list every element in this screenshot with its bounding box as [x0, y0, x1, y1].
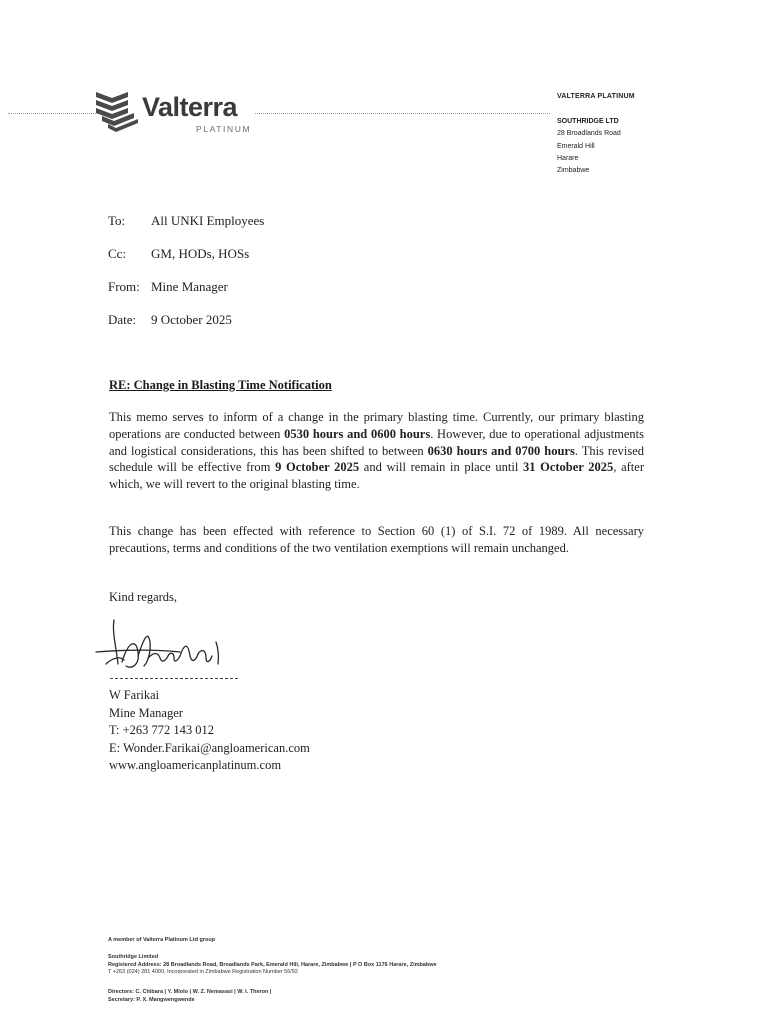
address-line: Harare: [557, 154, 579, 162]
date-value: 9 October 2025: [151, 312, 232, 327]
address-name: SOUTHRIDGE LTD: [557, 118, 619, 125]
signer-title: Mine Manager: [109, 705, 183, 720]
to-value: All UNKI Employees: [151, 213, 265, 228]
address-line: Emerald Hill: [557, 142, 595, 150]
footer-entity: Southridge Limited: [108, 954, 159, 960]
body-paragraph-2: This change has been effected with reference to Section 60 (1) of S.I. 72 of 1989. All necessary precautions, terms and conditions of the two ventilation exemptions will remain unchanged.: [109, 524, 644, 555]
from-value: Mine Manager: [151, 279, 228, 294]
handwritten-signature: [92, 612, 232, 684]
body-paragraph-1: [109, 409, 644, 493]
paragraph-text: and will remain in place until: [359, 460, 523, 475]
footer-registration: [108, 954, 437, 977]
footer-contact: T +263 (024) 281 4000, Incorporated in Zimbabwe Registration Number 56/92: [108, 969, 298, 975]
letterhead-rule-right: [255, 113, 550, 114]
footer-member-line: A member of Valterra Platinum Ltd group: [108, 937, 216, 943]
paragraph-emphasis: 31 October 2025: [522, 460, 614, 475]
paragraph-emphasis: 0530 hours and 0600 hours: [284, 426, 431, 441]
address-line: 28 Broadlands Road: [557, 130, 621, 138]
paragraph-text: . However, due to operational adjustments and logistical considerations, this has been shifted to between: [109, 426, 645, 458]
company-name: VALTERRA PLATINUM: [557, 93, 635, 100]
signer-email: E: Wonder.Farikai@angloamerican.com: [109, 740, 310, 755]
footer-officers: [108, 989, 271, 1004]
footer-secretary: Secretary: P. X. Mangwengwende: [108, 996, 195, 1003]
to-label: To:: [108, 213, 126, 228]
subject-line: RE: Change in Blasting Time Notification: [109, 378, 332, 392]
letterhead-rule-left: [8, 113, 98, 114]
address-line: Zimbabwe: [557, 167, 590, 175]
footer-directors: Directors: C. Chibara | Y. Mlolo | W. Z. Nemasasi | W. I. Theron |: [108, 989, 272, 995]
signer-phone: T: +263 772 143 012: [109, 723, 215, 737]
closing-text: Kind regards,: [109, 590, 178, 604]
from-label: From:: [108, 279, 140, 294]
date-label: Date:: [108, 312, 137, 327]
signature-block: [109, 687, 310, 775]
signer-name: W Farikai: [109, 688, 160, 702]
paragraph-text: This memo serves to inform of a change in the primary blasting time. Currently, our primary blasting operations are conducted between: [109, 410, 644, 441]
cc-value: GM, HODs, HOSs: [151, 246, 250, 261]
paragraph-emphasis: 9 October 2025: [275, 460, 360, 475]
signature-line: [110, 678, 238, 679]
paragraph-text: . This revised schedule will be effective from: [109, 443, 644, 475]
paragraph-text: , after which, we will revert to the original blasting time.: [109, 460, 644, 492]
signer-website: www.angloamericanplatinum.com: [109, 758, 282, 772]
brand-subtitle: PLATINUM: [196, 124, 252, 134]
address-block: [557, 116, 621, 177]
footer-registered-address: Registered Address: 28 Broadlands Road, Broadlands Park, Emerald Hill, Harare, Zimbabwe | P O Box 1176 Harare, Zimbabwe: [108, 961, 437, 968]
brand-name: Valterra: [142, 92, 238, 122]
cc-label: Cc:: [108, 246, 127, 261]
paragraph-emphasis: 0630 hours and 0700 hours: [427, 443, 575, 458]
